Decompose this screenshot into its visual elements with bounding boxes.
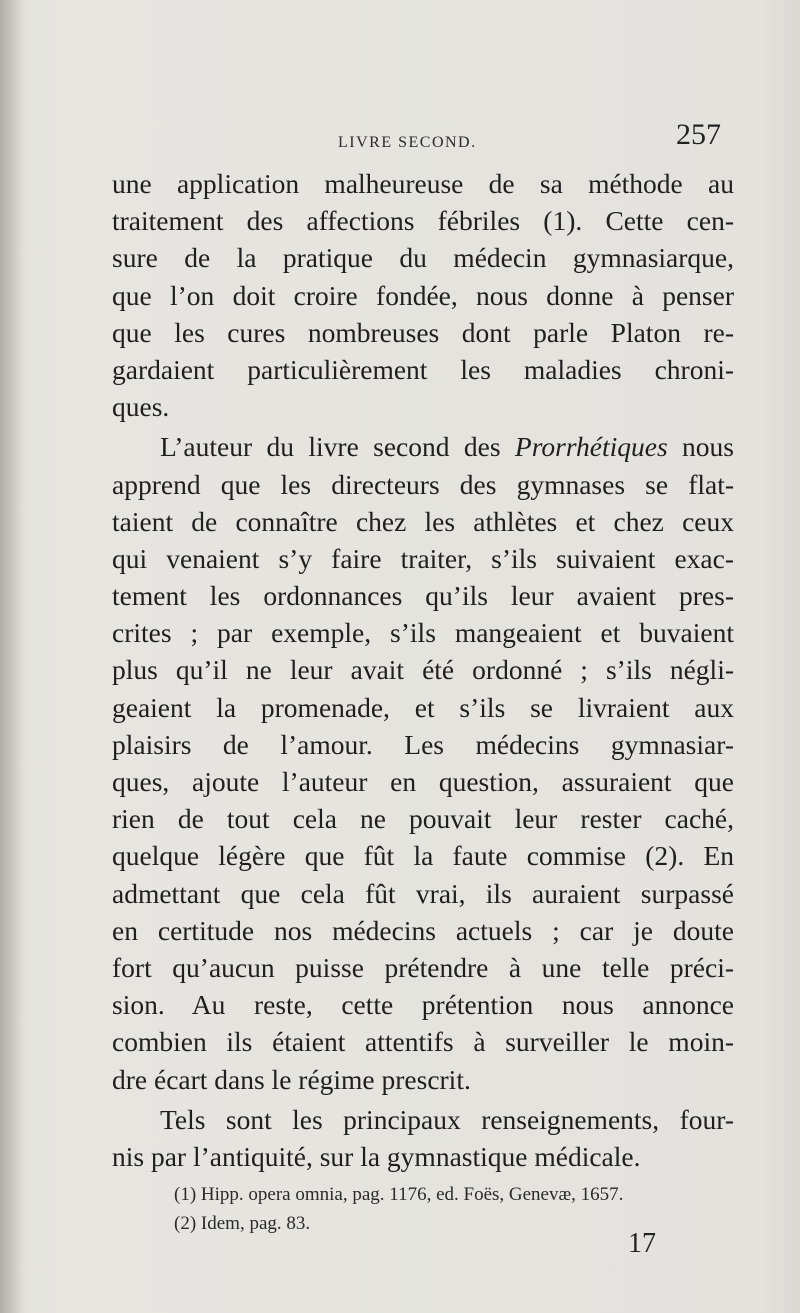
text-line: fort qu’aucun puisse prétendre à une telle préci- (112, 951, 734, 983)
text-line: ques, ajoute l’auteur en question, assuraient que (112, 766, 734, 797)
text-line: dre écart dans le régime prescrit. (112, 1063, 471, 1095)
text-line: sion. Au reste, cette prétention nous annonce (112, 989, 734, 1021)
text-line: sure de la pratique du médecin gymnasiarque, (112, 242, 734, 274)
body-text (112, 165, 734, 1175)
paragraph-first-line (112, 428, 734, 465)
text-line: traitement des affections fébriles (1). Cette cen- (112, 205, 734, 237)
text-line: plaisirs de l’amour. Les médecins gymnasiar- (112, 728, 734, 760)
footnote-1: (1) Hipp. opera omnia, pag. 1176, ed. Foës, Genevæ, 1657. (174, 1184, 624, 1205)
text-line: rien de tout cela ne pouvait leur rester caché, (112, 803, 734, 835)
text-line: que l’on doit croire fondée, nous donne à penser (112, 279, 734, 311)
italic-title: Prorrhétiques (514, 431, 668, 463)
text-line: qui venaient s’y faire traiter, s’ils suivaient exac- (112, 542, 734, 574)
text-line: ques. (112, 391, 170, 423)
text-line: apprend que les directeurs des gymnases se flat- (112, 468, 734, 500)
paragraph-first-line: Tels sont les principaux renseignements, four- (160, 1103, 734, 1135)
footnotes (174, 1180, 744, 1238)
text-line: admettant que cela fût vrai, ils auraient surpassé (112, 877, 734, 909)
text-line: une application malheureuse de sa méthode au (112, 168, 734, 199)
text-line: en certitude nos médecins actuels ; car je doute (112, 914, 734, 946)
text-line: combien ils étaient attentifs à surveiller le moin- (112, 1026, 734, 1058)
text-run: nous (667, 431, 735, 463)
page-number: 257 (676, 118, 721, 151)
running-title: LIVRE SECOND. (338, 134, 477, 151)
text-line: quelque légère que fût la faute commise (2). En (112, 840, 734, 872)
spine-shadow (0, 0, 22, 1313)
text-run: L’auteur du livre second des (160, 431, 515, 463)
text-line: tement les ordonnances qu’ils leur avaient pres- (112, 580, 734, 612)
signature-mark: 17 (628, 1228, 656, 1259)
text-line: taient de connaître chez les athlètes et chez ceux (112, 505, 734, 537)
text-line: nis par l’antiquité, sur la gymnastique médicale. (112, 1140, 641, 1172)
footnote-2: (2) Idem, pag. 83. (174, 1213, 311, 1234)
text-line: plus qu’il ne leur avait été ordonné ; s’ils négli- (112, 654, 734, 686)
text-line: que les cures nombreuses dont parle Platon re- (112, 316, 734, 348)
text-line: geaient la promenade, et s’ils se livraient aux (112, 691, 734, 723)
running-head (0, 118, 800, 158)
text-line: crites ; par exemple, s’ils mangeaient et buvaient (112, 617, 734, 649)
text-line: gardaient particulièrement les maladies chroni- (112, 353, 734, 385)
